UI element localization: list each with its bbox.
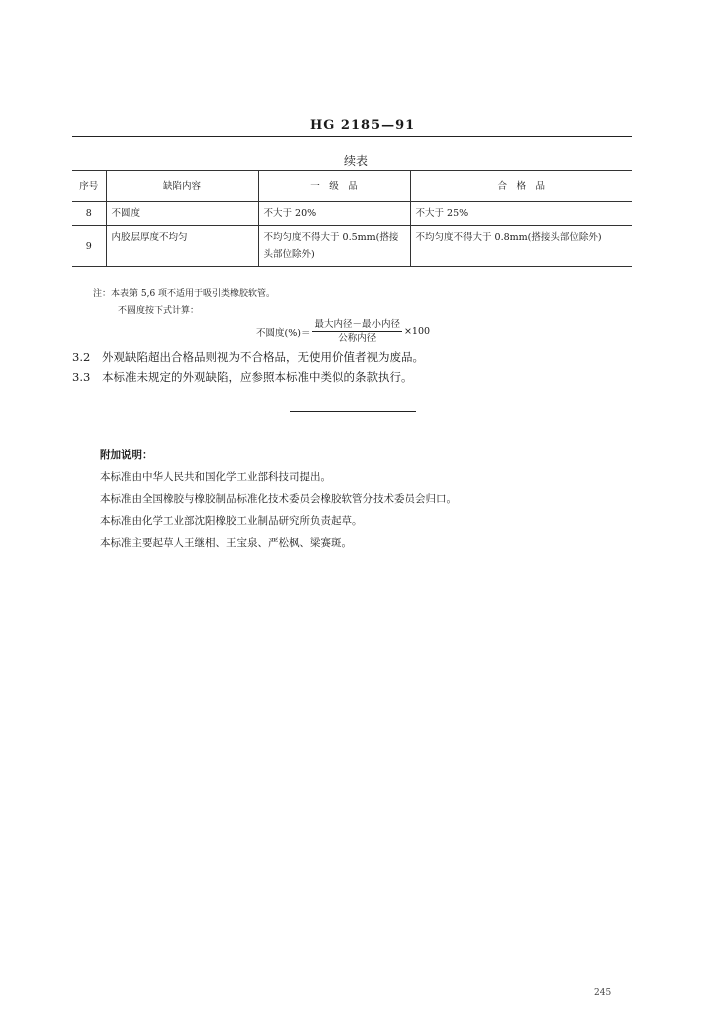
row-qualified: 不大于 25% (410, 202, 632, 226)
clause-number: 3.2 (72, 350, 91, 364)
row-defect: 不圆度 (106, 202, 258, 226)
formula-rhs: ×100 (403, 326, 431, 337)
clause-number: 3.3 (72, 370, 91, 384)
row-no: 9 (72, 226, 106, 267)
standard-code: HG 2185—91 (310, 118, 416, 133)
appendix-line: 本标准由化学工业部沈阳橡胶工业制品研究所负责起草。 (100, 515, 363, 527)
appendix-line: 本标准由全国橡胶与橡胶制品标准化技术委员会橡胶软管分技术委员会归口。 (100, 493, 457, 505)
header-no: 序号 (72, 171, 106, 202)
formula-denominator: 公称内径 (338, 333, 377, 344)
table-row (72, 226, 632, 267)
ovality-formula (256, 318, 430, 345)
table-row (72, 202, 632, 226)
defect-table (72, 170, 632, 267)
formula-intro: 不圆度按下式计算： (118, 306, 200, 316)
formula-lhs: 不圆度(%)＝ (256, 327, 311, 339)
clause-text: 本标准未规定的外观缺陷，应参照本标准中类似的条款执行。 (101, 370, 413, 384)
table-note: 注：本表第 5,6 项不适用于吸引类橡胶软管。 (93, 289, 276, 299)
header-first-grade: 一 级 品 (258, 171, 410, 202)
clause-3-2 (72, 349, 424, 365)
appendix-title: 附加说明： (100, 449, 153, 461)
appendix-line: 本标准主要起草人王继相、王宝泉、严松枫、梁赛斑。 (100, 537, 352, 549)
formula-numerator: 最大内径－最小内径 (314, 319, 400, 330)
row-first-grade: 不大于 20% (258, 202, 410, 226)
row-qualified: 不均匀度不得大于 0.8mm(搭接头部位除外) (410, 226, 632, 267)
clause-text: 外观缺陷超出合格品则视为不合格品，无使用价值者视为废品。 (101, 350, 424, 364)
header-qualified: 合 格 品 (410, 171, 632, 202)
row-no: 8 (72, 202, 106, 226)
row-first-grade: 不均匀度不得大于 0.5mm(搭接头部位除外) (258, 226, 410, 267)
appendix (100, 444, 457, 554)
table-header-row (72, 171, 632, 202)
appendix-line: 本标准由中华人民共和国化学工业部科技司提出。 (100, 471, 331, 483)
header-rule (72, 136, 632, 137)
header-defect: 缺陷内容 (106, 171, 258, 202)
page-number: 245 (594, 988, 612, 998)
continued-label: 续表 (344, 154, 369, 168)
row-defect: 内胶层厚度不均匀 (106, 226, 258, 267)
formula-fraction (312, 318, 402, 345)
clause-3-3 (72, 369, 412, 385)
end-divider (290, 411, 416, 412)
